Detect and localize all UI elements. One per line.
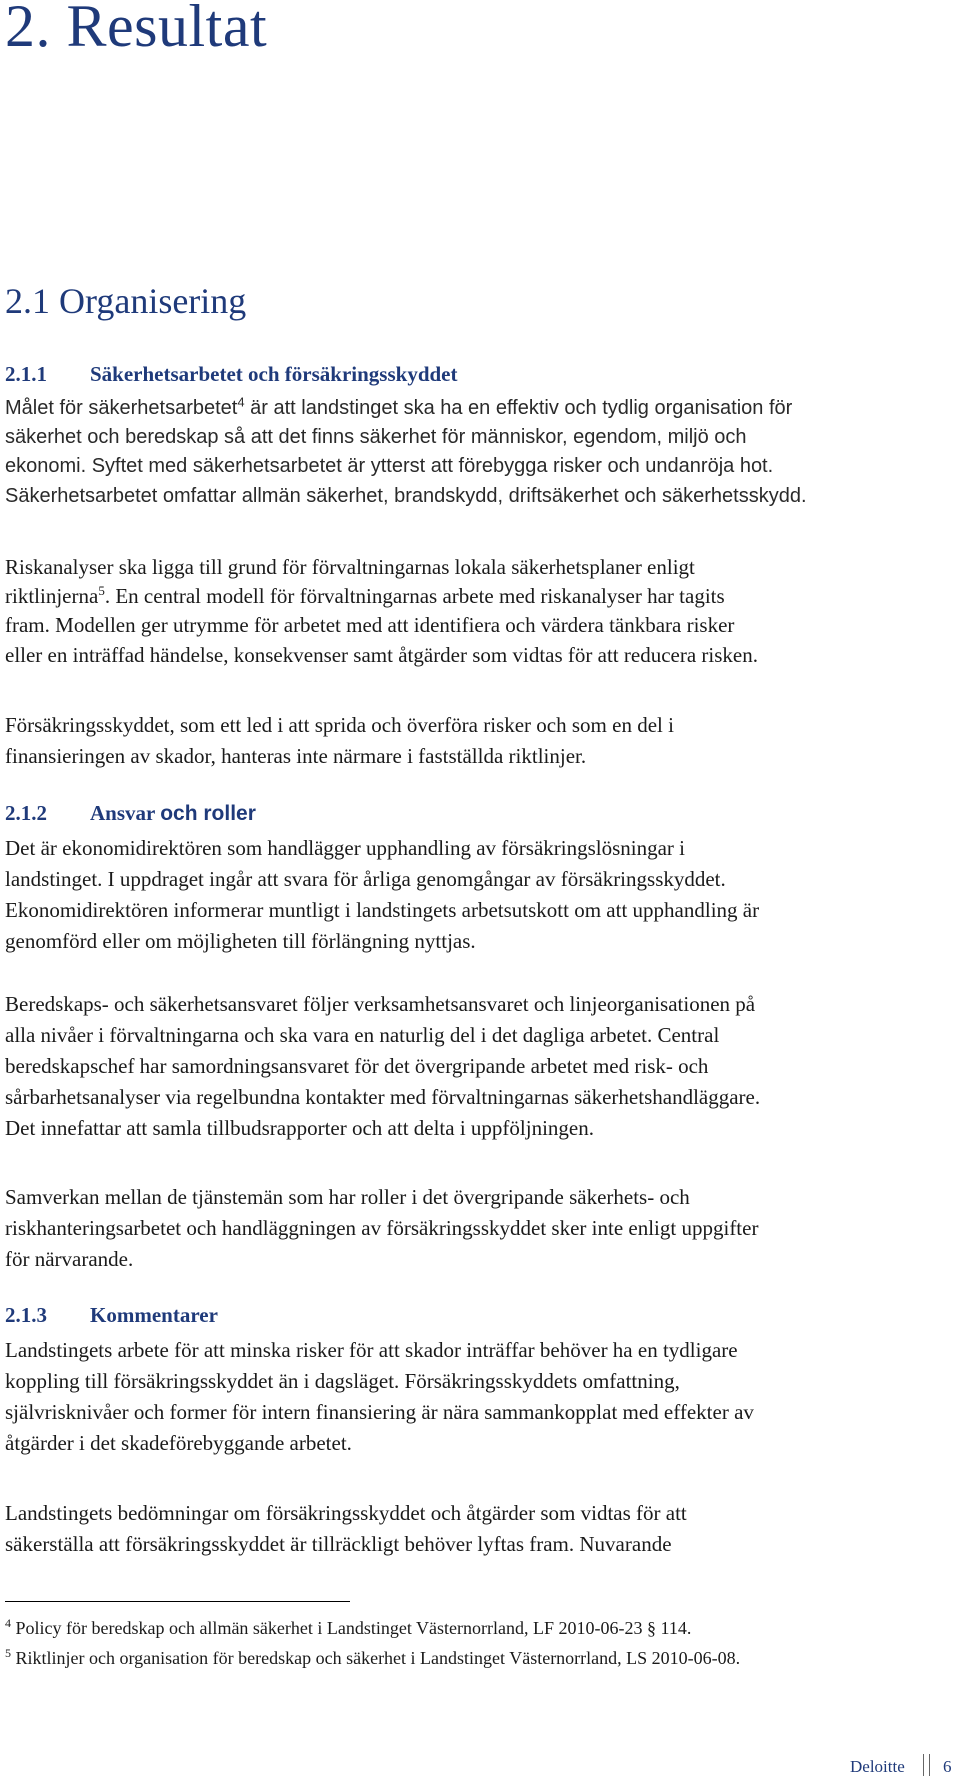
subsection-title: Ansvar bbox=[90, 801, 155, 825]
footnote-ref: 4 bbox=[237, 394, 245, 410]
text-line: Det innefattar att samla tillbudsrapporter och att delta i uppföljningen. bbox=[5, 1116, 594, 1140]
text-line: Beredskaps- och säkerhetsansvaret följer verksamhetsansvaret och linjeorganisationen på bbox=[5, 992, 756, 1016]
subsection-number: 2.1.3 bbox=[5, 1303, 47, 1327]
footnote-text: Policy för beredskap och allmän säkerhet i Landstinget Västernorrland, LF 2010-06-23 § 114. bbox=[15, 1618, 692, 1638]
page-title: 2. Resultat bbox=[5, 0, 268, 59]
footnote-text: Riktlinjer och organisation för beredskap och säkerhet i Landstinget Västernorrland, LS 2010-06-08. bbox=[15, 1648, 741, 1668]
footnote-divider bbox=[5, 1601, 350, 1602]
subsection-title: Säkerhetsarbetet och försäkringsskyddet bbox=[90, 362, 458, 386]
page-number: 6 bbox=[943, 1757, 952, 1776]
text-line: Riskanalyser ska ligga till grund för förvaltningarnas lokala säkerhetsplaner enligt bbox=[5, 555, 695, 579]
text-line: genomförd eller om möjligheten till förlängning nyttjas. bbox=[5, 929, 476, 953]
text-line: Det är ekonomidirektören som handlägger upphandling av försäkringslösningar i bbox=[5, 836, 685, 860]
footer-divider bbox=[923, 1754, 924, 1776]
text-line: Försäkringsskyddet, som ett led i att sprida och överföra risker och som en del i bbox=[5, 713, 674, 737]
footnote-mark: 5 bbox=[5, 1646, 11, 1660]
footer-brand: Deloitte bbox=[850, 1757, 905, 1776]
subsection-heading-2-1-3 bbox=[5, 1303, 218, 1328]
text-line: eller en inträffad händelse, konsekvenser samt åtgärder som vidtas för att reducera risken. bbox=[5, 642, 758, 667]
footnote-ref: 5 bbox=[98, 583, 105, 599]
text-line: Säkerhetsarbetet omfattar allmän säkerhet, brandskydd, driftsäkerhet och säkerhetsskydd. bbox=[5, 484, 807, 507]
footnote-4 bbox=[5, 1618, 691, 1639]
text-line: självrisknivåer och former för intern finansiering är nära sammankopplat med effekter av bbox=[5, 1400, 754, 1424]
subsection-number: 2.1.1 bbox=[5, 362, 47, 386]
text-line: Ekonomidirektören informerar muntligt i landstingets arbetsutskott om att upphandling är bbox=[5, 898, 760, 922]
page-footer bbox=[850, 1757, 905, 1777]
subsection-heading-2-1-1 bbox=[5, 362, 458, 387]
text-line: åtgärder i det skadeförebyggande arbetet. bbox=[5, 1431, 352, 1455]
paragraph-risk-analysis bbox=[5, 553, 955, 670]
footnote-mark: 4 bbox=[5, 1616, 11, 1630]
text-line: finansieringen av skador, hanteras inte närmare i fastställda riktlinjer. bbox=[5, 744, 587, 768]
text-line: Landstingets bedömningar om försäkringsskyddet och åtgärder som vidtas för att bbox=[5, 1501, 687, 1525]
section-title: 2.1 Organisering bbox=[5, 281, 247, 321]
text-line: riktlinjerna$^5$. En central modell för förvaltningarnas arbete med riskanalyser har tagits bbox=[5, 583, 725, 609]
paragraph-comments bbox=[5, 1335, 955, 1459]
text-line: Landstingets arbete för att minska risker för att skador inträffar behöver ha en tydligare bbox=[5, 1338, 738, 1362]
subsection-title-suffix: och roller bbox=[160, 802, 256, 825]
subsection-title: Kommentarer bbox=[90, 1303, 218, 1327]
text-line: riskhanteringsarbetet och handläggningen av försäkringsskyddet sker inte enligt uppgifter bbox=[5, 1216, 759, 1240]
paragraph-assessments bbox=[5, 1498, 955, 1560]
footer-divider bbox=[929, 1754, 930, 1776]
subsection-heading-2-1-2 bbox=[5, 801, 256, 826]
paragraph-goal bbox=[5, 394, 955, 511]
text-line: säkerställa att försäkringsskyddet är tillräckligt behöver lyftas fram. Nuvarande bbox=[5, 1532, 672, 1556]
paragraph-responsibility bbox=[5, 833, 955, 957]
text-line: koppling till försäkringsskyddet än i dagsläget. Försäkringsskyddets omfattning, bbox=[5, 1369, 680, 1393]
text-line: Samverkan mellan de tjänstemän som har roller i det övergripande säkerhets- och bbox=[5, 1185, 690, 1209]
text-line: landstinget. I uppdraget ingår att svara för årliga genomgångar av försäkringsskyddet. bbox=[5, 867, 726, 891]
text-line: beredskapschef har samordningsansvaret för det övergripande arbetet med risk- och bbox=[5, 1054, 709, 1078]
text-line: alla nivåer i förvaltningarna och ska vara en naturlig del i det dagliga arbetet. Central bbox=[5, 1023, 720, 1047]
text-line: säkerhet och beredskap så att det finns säkerhet för människor, egendom, miljö och bbox=[5, 426, 747, 449]
text-line: Målet för säkerhetsarbetet$^4$ är att landstinget ska ha en effektiv och tydlig organisation för bbox=[5, 394, 793, 419]
text-line: för närvarande. bbox=[5, 1247, 134, 1271]
text-line: fram. Modellen ger utrymme för arbetet med att identifiera och värdera tänkbara risker bbox=[5, 613, 735, 638]
paragraph-cooperation bbox=[5, 1182, 955, 1275]
footnote-5 bbox=[5, 1648, 740, 1669]
paragraph-preparedness bbox=[5, 989, 955, 1144]
paragraph-insurance bbox=[5, 710, 955, 772]
subsection-number: 2.1.2 bbox=[5, 801, 47, 825]
text-line: ekonomi. Syftet med säkerhetsarbetet är ytterst att förebygga risker och undanröja hot. bbox=[5, 455, 774, 478]
text-line: sårbarhetsanalyser via regelbundna kontakter med förvaltningarnas säkerhetshandläggare. bbox=[5, 1085, 761, 1109]
